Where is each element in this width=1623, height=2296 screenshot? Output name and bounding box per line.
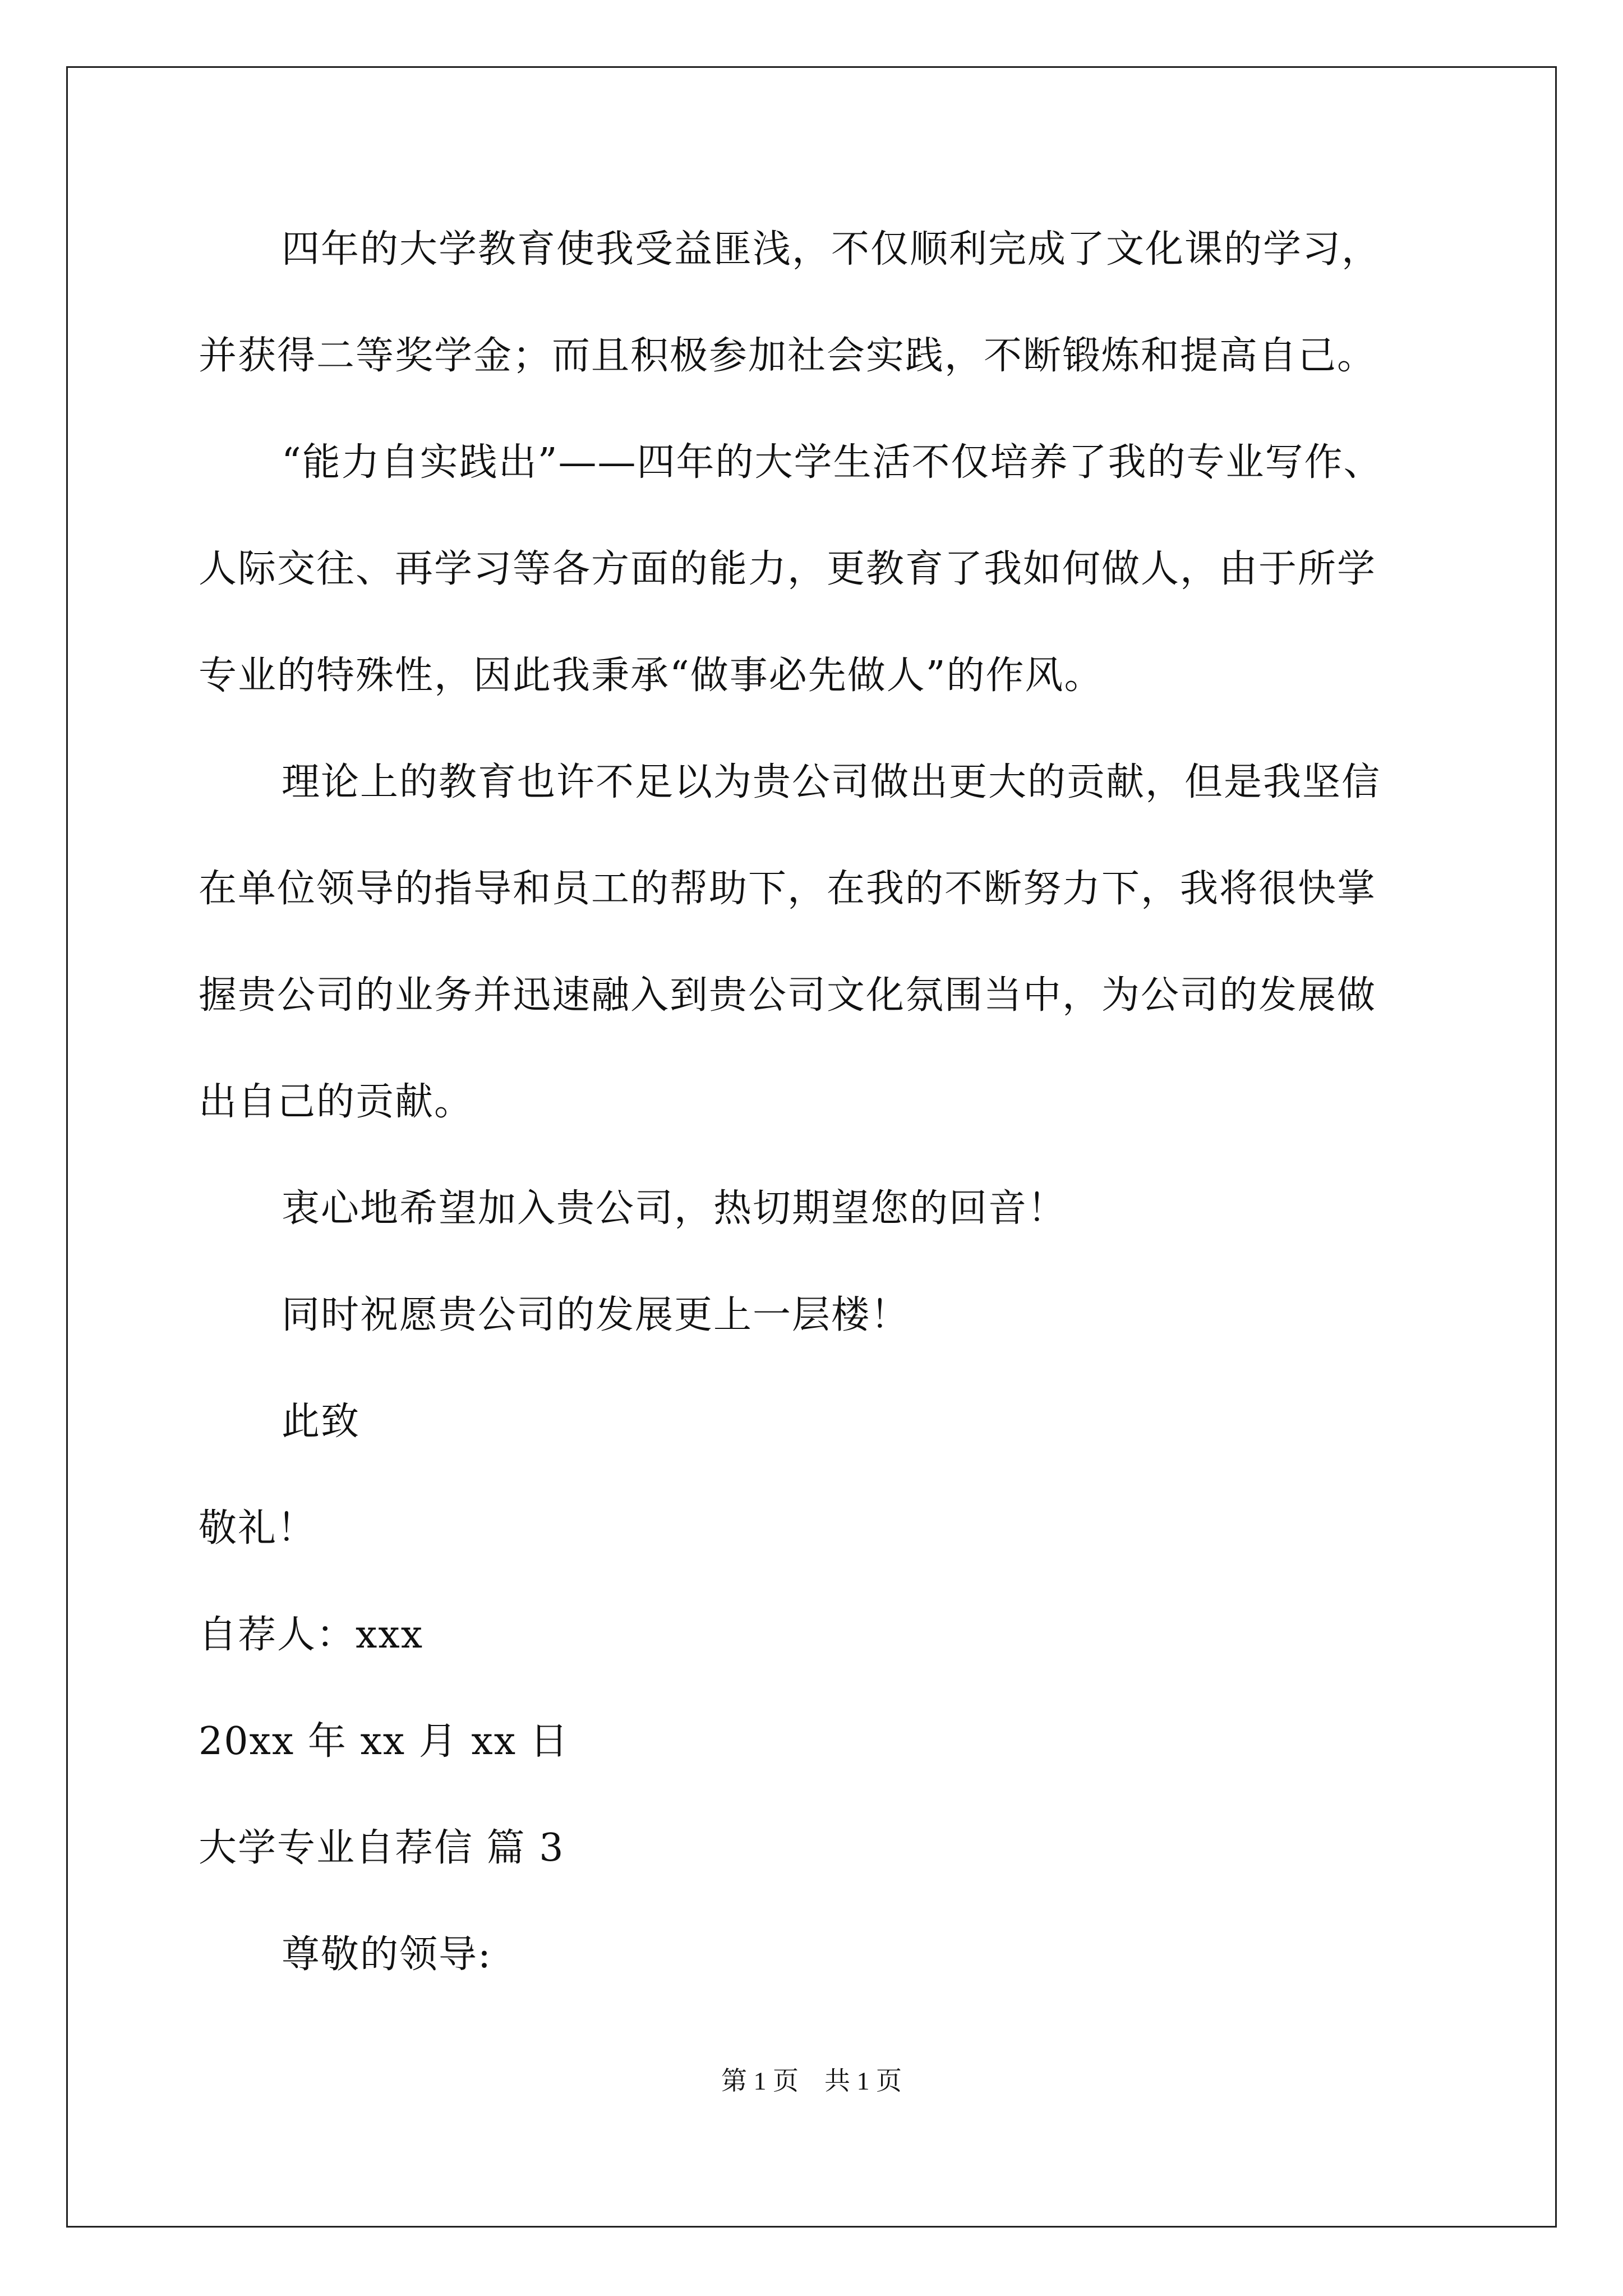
closing-regards: 敬礼！ [199, 1506, 317, 1550]
body-line-2: 并获得二等奖学金；而且积极参加社会实践，不断锻炼和提高自己。 [199, 334, 1377, 378]
body-line-7: 在单位领导的指导和员工的帮助下，在我的不断努力下，我将很快掌 [199, 867, 1377, 911]
body-line-5: 专业的特殊性，因此我秉承“做事必先做人”的作风。 [199, 654, 1104, 698]
section-heading: 大学专业自荐信 篇 3 [199, 1826, 565, 1870]
closing-salutation: 此致 [282, 1400, 361, 1444]
signature-line: 自荐人：xxx [199, 1613, 424, 1657]
greeting-line: 尊敬的领导: [282, 1932, 492, 1977]
body-line-10: 衷心地希望加入贵公司，热切期望您的回音！ [282, 1186, 1067, 1231]
body-line-4: 人际交往、再学习等各方面的能力，更教育了我如何做人，由于所学 [199, 547, 1377, 591]
page-footer: 第 1 页 共 1 页 [721, 2067, 902, 2095]
page-border [66, 66, 1557, 2228]
body-line-6: 理论上的教育也许不足以为贵公司做出更大的贡献，但是我坚信 [282, 760, 1381, 804]
body-line-3: “能力自实践出”——四年的大学生活不仅培养了我的专业写作、 [282, 440, 1383, 485]
body-line-8: 握贵公司的业务并迅速融入到贵公司文化氛围当中，为公司的发展做 [199, 973, 1377, 1018]
body-line-9: 出自己的贡献。 [199, 1080, 474, 1124]
body-line-11: 同时祝愿贵公司的发展更上一层楼！ [282, 1293, 910, 1337]
body-line-1: 四年的大学教育使我受益匪浅，不仅顺利完成了文化课的学习， [282, 227, 1381, 272]
date-line: 20xx 年 xx 月 xx 日 [199, 1719, 569, 1764]
